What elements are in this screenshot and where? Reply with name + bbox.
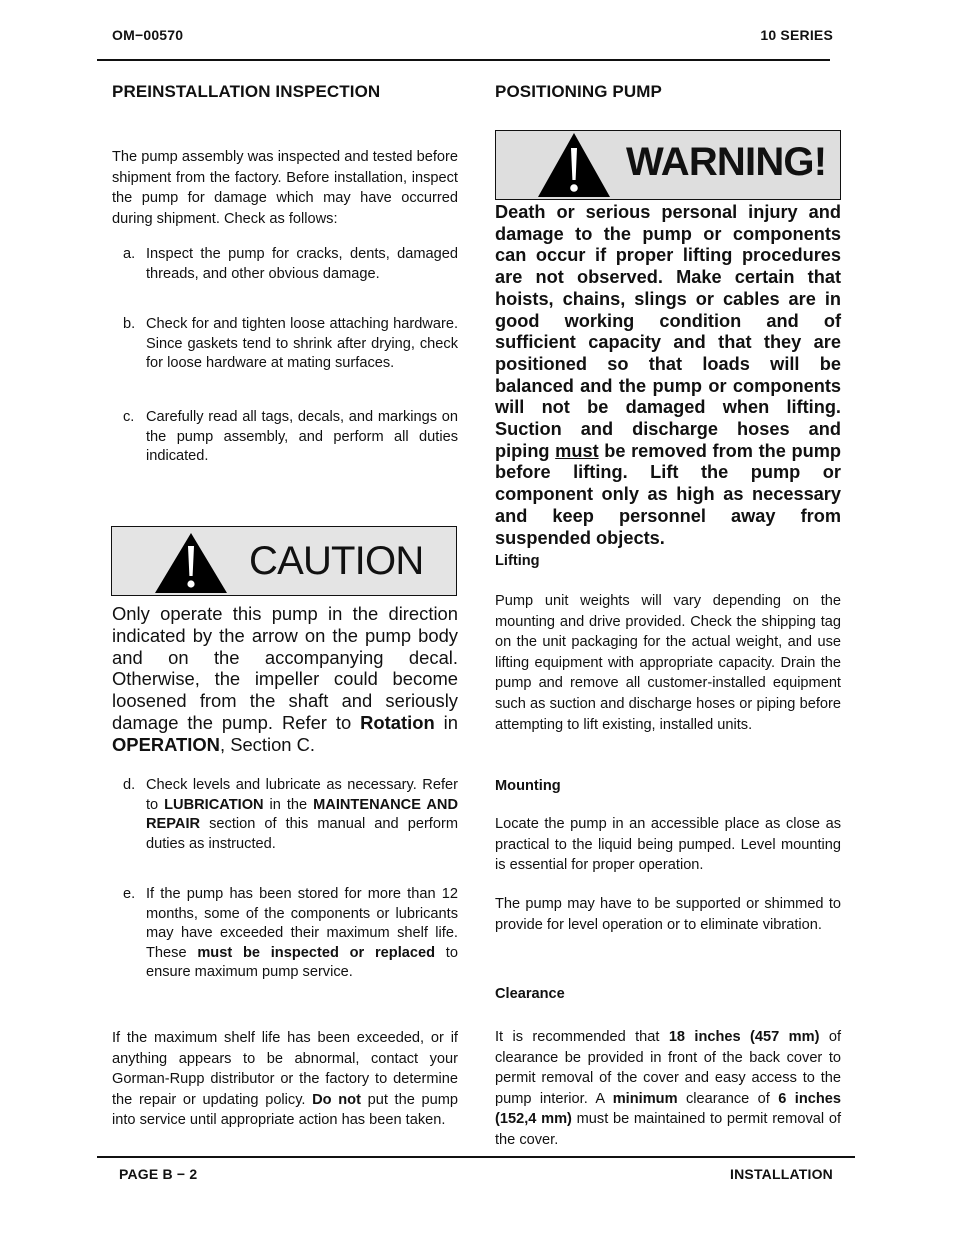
mounting-paragraph-2 bbox=[495, 894, 841, 935]
mounting-text-1: Locate the pump in an accessible place as close as practical to the liquid being pumped. Level mounting is essential for proper operation. bbox=[495, 816, 841, 874]
list-bold-1: LUBRICATION bbox=[164, 796, 264, 813]
subheading-clearance: Clearance bbox=[495, 986, 565, 1002]
clearance-bold-2: 6 inches (152,4 mm) bbox=[495, 1090, 842, 1128]
mounting-text-2: The pump may have to be supported or shimmed to provide for level operation or to eliminate vibration. bbox=[495, 896, 841, 933]
caution-text bbox=[112, 603, 458, 756]
subheading-mounting: Mounting bbox=[495, 778, 561, 794]
clearance-bold-minimum: minimum bbox=[612, 1090, 678, 1107]
series-label: 10 SERIES bbox=[760, 27, 833, 43]
caution-bold-operation: OPERATION bbox=[112, 733, 220, 755]
section-heading-preinstallation: PREINSTALLATION INSPECTION bbox=[112, 82, 381, 101]
lifting-paragraph bbox=[495, 591, 841, 735]
list-item-b bbox=[123, 315, 458, 374]
closing-text-1: If the maximum shelf life has been exceeded, or if anything appears to be abnormal, contact your Gorman-Rupp distributor or the factory to determine the repair or updating policy. bbox=[112, 1030, 458, 1108]
list-bold-2: MAINTENANCE AND REPAIR bbox=[146, 796, 458, 833]
warning-text bbox=[495, 202, 841, 549]
closing-bold-do-not: Do not bbox=[312, 1091, 361, 1108]
header-rule bbox=[97, 59, 830, 61]
warning-label: WARNING! bbox=[626, 140, 827, 184]
caution-bold-rotation: Rotation bbox=[360, 711, 435, 733]
list-letter: b. bbox=[123, 316, 136, 332]
list-letter: a. bbox=[123, 246, 136, 262]
clearance-paragraph bbox=[495, 1027, 841, 1151]
clearance-bold-1: 18 inches (457 mm) bbox=[668, 1029, 820, 1045]
list-item-c bbox=[123, 408, 458, 467]
mounting-paragraph-1 bbox=[495, 814, 841, 876]
list-bold-1: must be inspected or replaced bbox=[197, 944, 436, 961]
caution-banner bbox=[111, 526, 457, 596]
list-text-3: section of this manual and perform duties as instructed. bbox=[146, 816, 458, 852]
intro-text: The pump assembly was inspected and tested before shipment from the factory. Before installation, inspect the pump for damage which may have occurred during shipment. Check as follows: bbox=[112, 149, 458, 227]
clearance-text-1: It is recommended that bbox=[495, 1029, 669, 1045]
intro-paragraph bbox=[112, 147, 458, 229]
list-item-e bbox=[123, 885, 458, 983]
closing-text bbox=[112, 1028, 458, 1131]
warning-triangle-icon bbox=[537, 132, 611, 198]
page-number: PAGE B − 2 bbox=[119, 1166, 198, 1182]
list-text-1: If the pump has been stored for more than 12 months, some of the components or lubricants may have exceeded their maximum shelf life. These bbox=[146, 886, 458, 961]
section-heading-positioning: POSITIONING PUMP bbox=[495, 82, 662, 101]
list-text-2: in the bbox=[263, 796, 314, 813]
list-item-d bbox=[123, 776, 458, 854]
subheading-lifting: Lifting bbox=[495, 553, 540, 569]
list-text: Check for and tighten loose attaching hardware. Since gaskets tend to shrink after drying, check for loose hardware at mating surfaces. bbox=[146, 316, 458, 372]
footer-rule bbox=[97, 1156, 855, 1158]
clearance-text bbox=[495, 1027, 841, 1151]
caution-text-3: , Section C. bbox=[219, 733, 316, 755]
list-text-1: Check levels and lubricate as necessary. Refer to bbox=[146, 777, 458, 813]
list-text: Carefully read all tags, decals, and markings on the pump assembly, and perform all duties indicated. bbox=[146, 409, 458, 465]
section-name: INSTALLATION bbox=[730, 1166, 833, 1182]
warning-triangle-icon bbox=[154, 532, 228, 594]
clearance-text-3: clearance of bbox=[677, 1090, 779, 1107]
clearance-text-4: must be maintained to permit removal of the cover. bbox=[495, 1111, 841, 1148]
list-item-a bbox=[123, 245, 458, 284]
caution-text-2: in bbox=[434, 711, 458, 733]
warning-banner bbox=[495, 130, 841, 200]
warning-text-1: Death or serious personal injury and damage to the pump or components can occur if proper lifting procedures are not observed. Make certain that hoists, chains, slings or cables are in good working condition and of sufficient capacity and that they are positioned so that loads will be balanced and the pump or components will not be damaged when lifting. Suction and discharge hoses and piping bbox=[495, 202, 841, 461]
list-letter: c. bbox=[123, 409, 135, 425]
closing-paragraph bbox=[112, 1028, 458, 1131]
list-text-2: to ensure maximum pump service. bbox=[146, 944, 458, 981]
list-text: Inspect the pump for cracks, dents, damaged threads, and other obvious damage. bbox=[146, 246, 458, 282]
warning-text-2: be removed from the pump before lifting. Lift the pump or component only as high as necessary and keep personnel away from suspended objects. bbox=[495, 440, 841, 548]
warning-underline-must: must bbox=[555, 440, 599, 461]
doc-number: OM−00570 bbox=[112, 27, 184, 43]
lifting-text: Pump unit weights will vary depending on the mounting and drive provided. Check the shipping tag on the unit packaging for the actual weight, and use lifting equipment with appropriate capacity. Drain the pump and remove all customer-installed equipment such as suction and discharge hoses or piping before attempting to lift existing, installed units. bbox=[495, 593, 841, 733]
clearance-text-2: of clearance be provided in front of the back cover to permit removal of the cover and easy access to the pump interior. A bbox=[495, 1029, 842, 1107]
caution-label: CAUTION bbox=[249, 539, 424, 583]
list-letter: d. bbox=[123, 777, 136, 793]
list-letter: e. bbox=[123, 886, 136, 902]
closing-text-2: put the pump into service until appropriate action has been taken. bbox=[112, 1091, 459, 1129]
caution-text-1: Only operate this pump in the direction indicated by the arrow on the pump body and on the accompanying decal. Otherwise, the impeller could become loosened from the shaft and seriously damage the pump. Refer to bbox=[112, 603, 458, 733]
